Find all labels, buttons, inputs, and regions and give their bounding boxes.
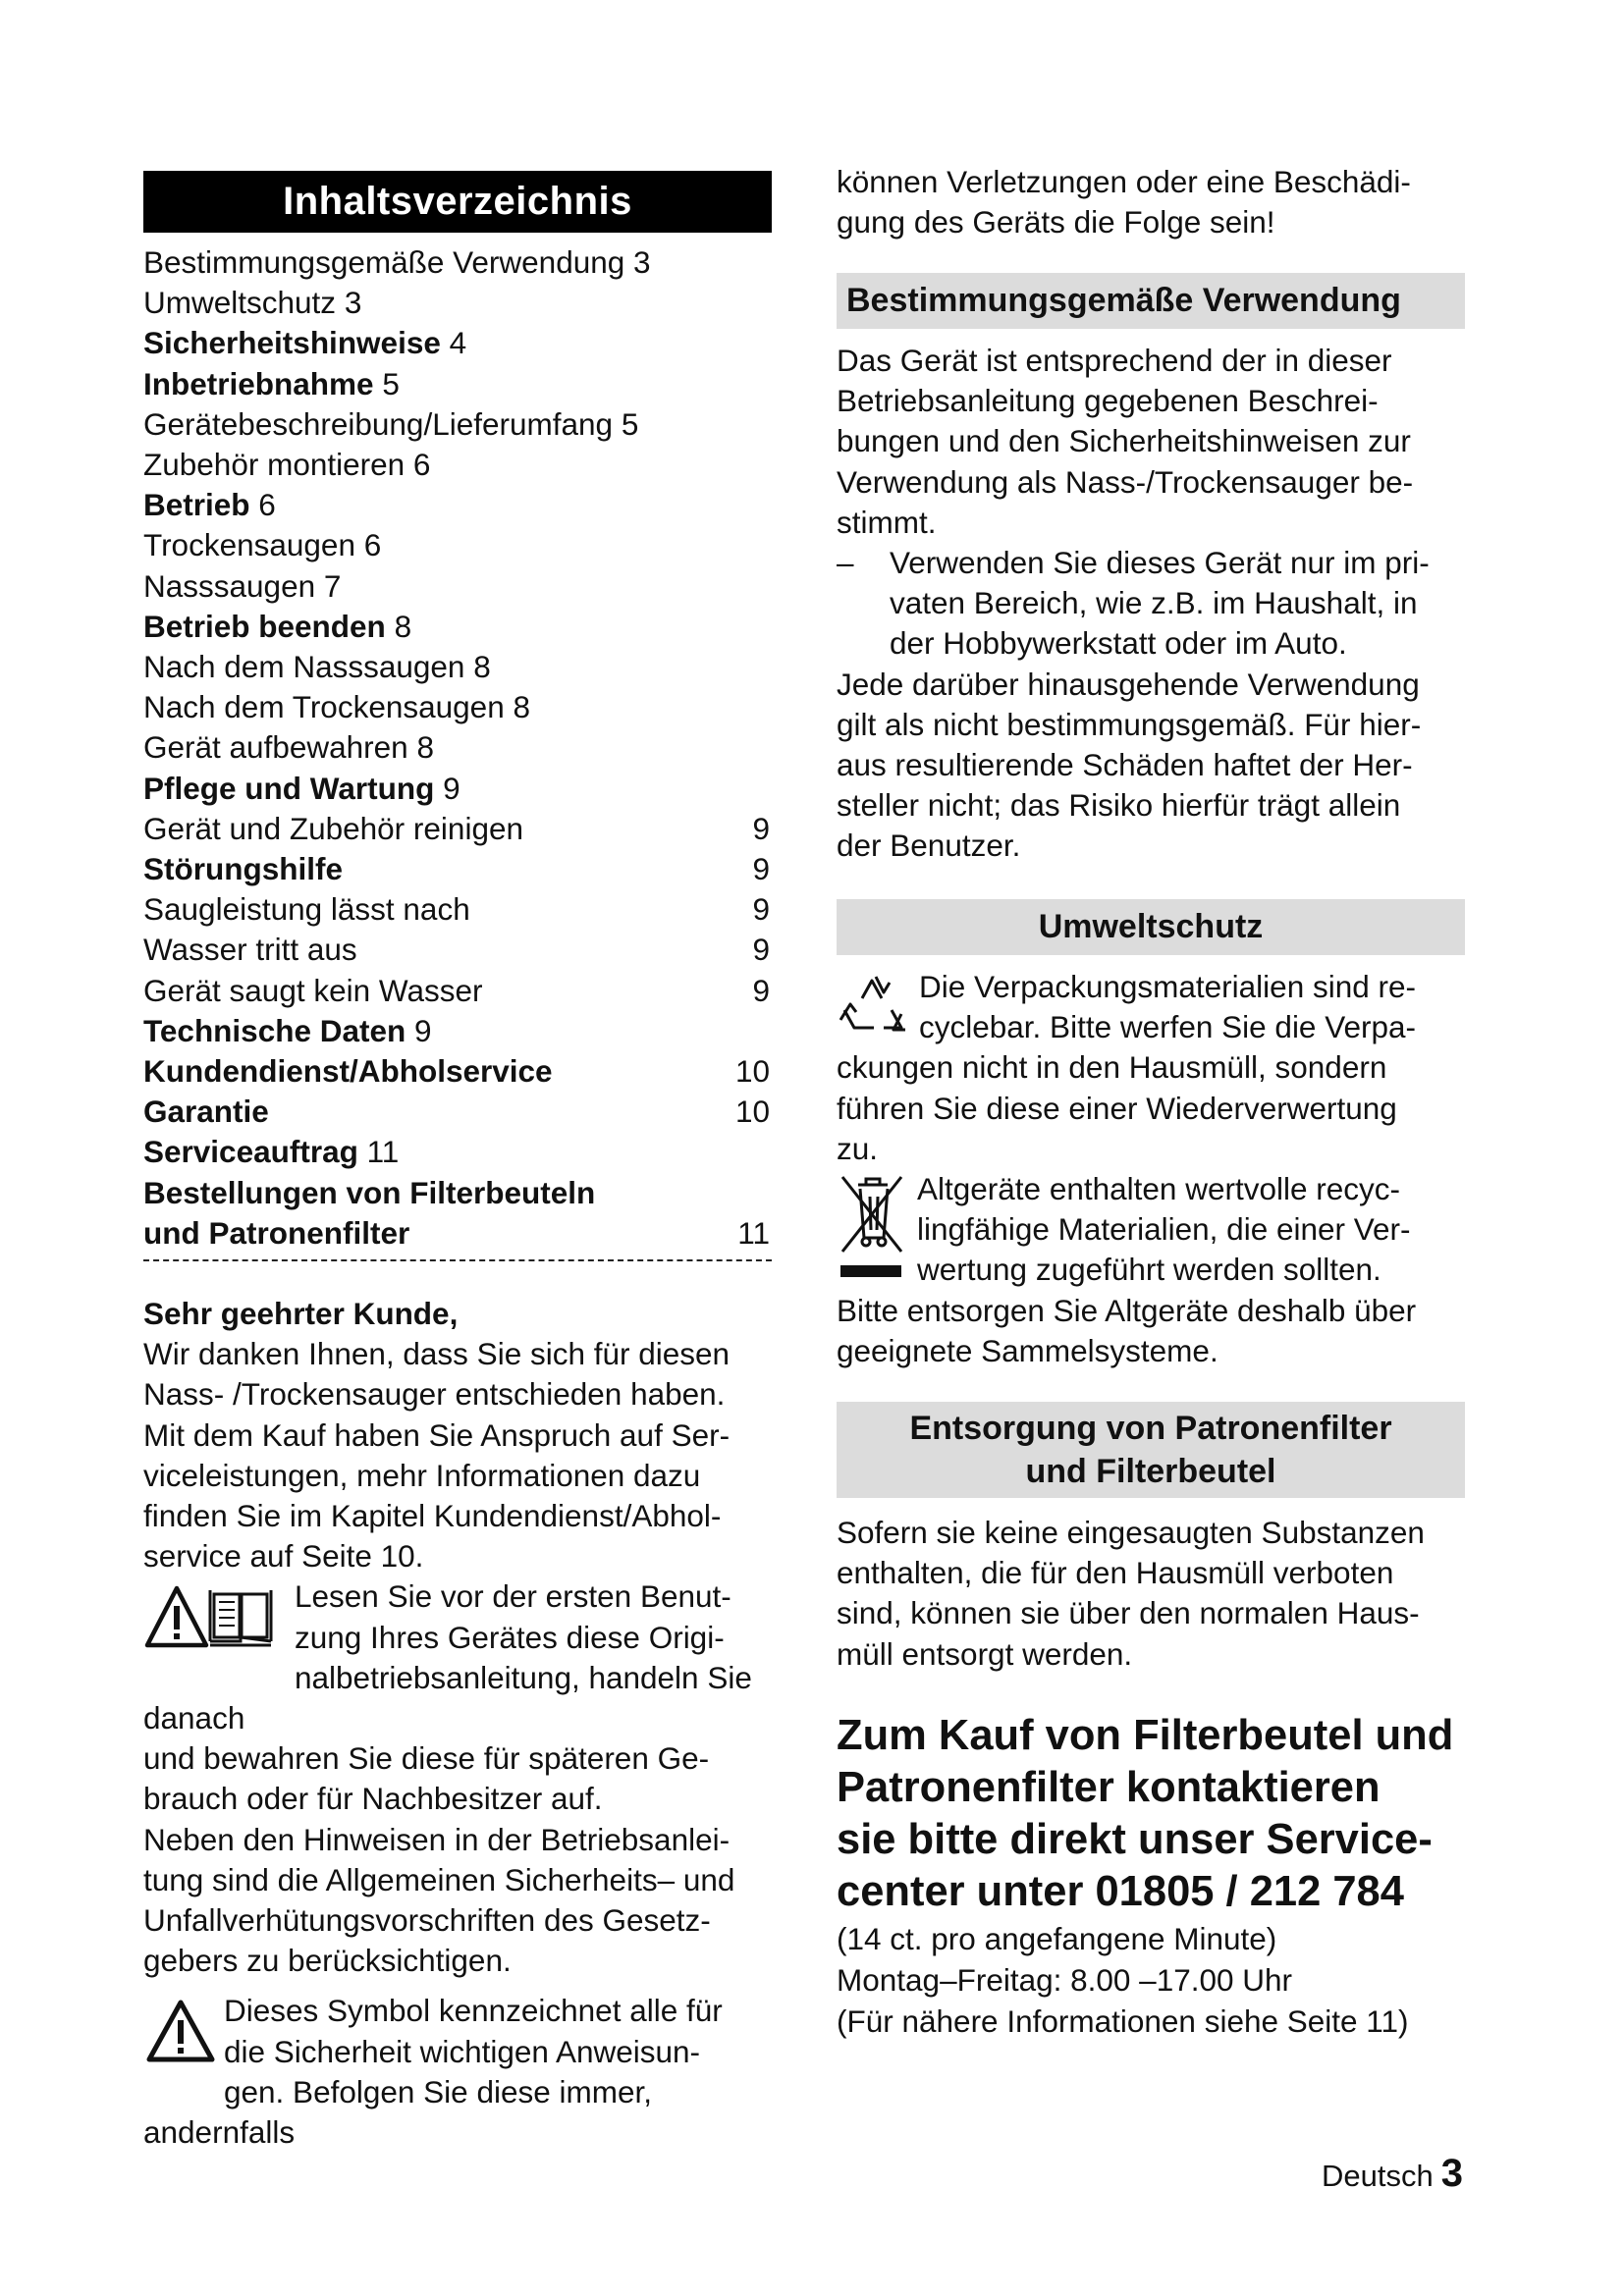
- toc-page-number: 10: [734, 1053, 770, 1090]
- toc-entry-label: [143, 445, 430, 485]
- dash-bullet: –: [837, 545, 854, 581]
- toc-page-number: 9: [752, 972, 770, 1008]
- dash-list-item: [837, 543, 1465, 665]
- continuation-text: [837, 162, 1465, 242]
- toc-page-number: 9: [752, 932, 770, 968]
- toc-page-number: 9: [752, 891, 770, 928]
- toc-entry-label: [143, 1213, 409, 1254]
- disposal-heading: [837, 1402, 1465, 1498]
- toc-label: Kundendienst/Abholservice: [143, 1053, 553, 1090]
- toc-page-number: 6: [412, 447, 431, 483]
- toc-label: Bestellungen von Filterbeuteln: [143, 1174, 596, 1210]
- toc-entry: [143, 566, 772, 607]
- toc-label: Bestimmungsgemäße Verwendung: [143, 244, 625, 280]
- toc-label: Technische Daten: [143, 1012, 406, 1048]
- toc-entry: [143, 404, 772, 445]
- toc-entry: [143, 769, 772, 809]
- toc-page-number: 10: [734, 1094, 770, 1130]
- toc-entry-label: [143, 889, 470, 930]
- heading-line: und Filterbeutel: [1025, 1453, 1276, 1490]
- toc-page-number: 8: [416, 729, 434, 766]
- toc-entry-label: [143, 1051, 553, 1092]
- toc-label: Störungshilfe: [143, 851, 343, 887]
- text-line: führen Sie diese einer Wiederverwertung: [837, 1090, 1397, 1126]
- dashed-divider: [143, 1259, 772, 1261]
- toc-title: Inhaltsverzeichnis: [143, 171, 772, 233]
- toc-page-number: 3: [344, 285, 362, 321]
- manual-note: [143, 1576, 772, 1819]
- toc-label: Garantie: [143, 1094, 269, 1130]
- text-line: gung des Geräts die Folge sein!: [837, 204, 1275, 240]
- toc-entry: [143, 1132, 772, 1172]
- text-line: Betriebsanleitung gegebenen Beschrei-: [837, 383, 1379, 419]
- text-line: Sofern sie keine eingesaugten Substanzen: [837, 1515, 1425, 1550]
- disposal-section: [837, 1513, 1465, 1675]
- toc-entry: [143, 1092, 772, 1132]
- text-line: ckungen nicht in den Hausmüll, sondern: [837, 1049, 1387, 1086]
- toc-entry-label: [143, 1132, 399, 1172]
- toc-entry-label: [143, 283, 361, 323]
- crossed-bin-icon: [837, 1171, 907, 1289]
- promo-line: Zum Kauf von Filterbeutel und: [837, 1712, 1454, 1759]
- toc-entry: [143, 889, 772, 930]
- text-line: (Für nähere Informationen siehe Seite 11): [837, 2003, 1409, 2039]
- toc-entry: [143, 242, 772, 283]
- toc-entry: [143, 445, 772, 485]
- text-line: Nass- /Trockensauger entschieden haben.: [143, 1376, 726, 1413]
- warning-icon: [143, 1995, 218, 2075]
- page-number: 3: [1440, 2152, 1463, 2195]
- toc-entry-label: [143, 607, 411, 647]
- toc-entry: [143, 1213, 772, 1254]
- intended-use-section: [837, 341, 1465, 867]
- toc-entry-label: [143, 971, 482, 1011]
- toc-page-number: 8: [513, 689, 531, 725]
- text-line: Verwenden Sie dieses Gerät nur im pri-: [890, 545, 1430, 581]
- toc-label: Zubehör montieren: [143, 447, 406, 483]
- service-contact-promo: [837, 1710, 1485, 1918]
- text-line: aus resultierende Schäden haftet der Her-: [837, 747, 1413, 783]
- promo-line: Patronenfilter kontaktieren: [837, 1764, 1380, 1811]
- toc-page-number: 9: [752, 810, 770, 846]
- table-of-contents: [143, 242, 772, 1254]
- text-line: müll entsorgt werden.: [837, 1635, 1133, 1672]
- text-line: Unfallverhütungsvorschriften des Gesetz-: [143, 1902, 711, 1939]
- toc-page-number: 11: [737, 1214, 770, 1251]
- text-line: Dieses Symbol kennzeichnet alle für: [224, 1993, 723, 2029]
- toc-label: Sicherheitshinweise: [143, 325, 441, 361]
- text-line: bungen und den Sicherheitshinweisen zur: [837, 423, 1411, 459]
- text-line: viceleistungen, mehr Informationen dazu: [143, 1457, 701, 1493]
- toc-label: Umweltschutz: [143, 285, 337, 321]
- toc-page-number: 7: [323, 567, 342, 604]
- toc-entry-label: [143, 849, 343, 889]
- toc-label: und Patronenfilter: [143, 1214, 410, 1251]
- toc-entry-label: [143, 687, 530, 727]
- text-line: gilt als nicht bestimmungsgemäß. Für hier-: [837, 706, 1422, 742]
- toc-page-number: 6: [363, 527, 382, 563]
- toc-entry: [143, 687, 772, 727]
- intended-use-heading: Bestimmungsgemäße Verwendung: [837, 273, 1465, 329]
- toc-entry: [143, 283, 772, 323]
- text-line: lingfähige Materialien, die einer Ver-: [917, 1211, 1411, 1248]
- text-line: Jede darüber hinausgehende Verwendung: [837, 666, 1420, 702]
- text-line: enthalten, die für den Hausmüll verboten: [837, 1555, 1394, 1591]
- text-line: gen. Befolgen Sie diese immer, andernfalls: [143, 2073, 653, 2151]
- page-footer: [1322, 2152, 1463, 2196]
- text-line: und bewahren Sie diese für späteren Ge-: [143, 1740, 710, 1777]
- text-line: Neben den Hinweisen in der Betriebsanlei-: [143, 1821, 731, 1857]
- text-line: der Hobbywerkstatt oder im Auto.: [890, 625, 1347, 662]
- recycle-icon: [837, 971, 909, 1045]
- text-line: stimmt.: [837, 504, 937, 540]
- text-line: Altgeräte enthalten wertvolle recyc-: [917, 1171, 1400, 1207]
- toc-entry-label: [143, 647, 491, 687]
- toc-entry-label: [143, 1092, 269, 1132]
- toc-entry-label: [143, 364, 400, 404]
- text-line: Wir danken Ihnen, dass Sie sich für diesen: [143, 1336, 731, 1372]
- text-line: tung sind die Allgemeinen Sicherheits– und: [143, 1861, 735, 1897]
- text-line: Montag–Freitag: 8.00 –17.00 Uhr: [837, 1962, 1293, 1998]
- toc-label: Gerät aufbewahren: [143, 729, 408, 766]
- text-line: Bitte entsorgen Sie Altgeräte deshalb über: [837, 1292, 1417, 1328]
- toc-page-number: 4: [449, 325, 467, 361]
- toc-entry: [143, 323, 772, 363]
- toc-entry: [143, 849, 772, 889]
- text-line: steller nicht; das Risiko hierfür trägt allein: [837, 787, 1401, 824]
- toc-label: Nach dem Nasssaugen: [143, 649, 465, 685]
- toc-entry-label: [143, 566, 341, 607]
- toc-label: Pflege und Wartung: [143, 770, 435, 806]
- warning-note: [143, 1991, 772, 2153]
- text-line: finden Sie im Kapitel Kundendienst/Abhol-: [143, 1498, 722, 1534]
- toc-entry-label: [143, 1011, 432, 1051]
- toc-label: Trockensaugen: [143, 527, 355, 563]
- toc-page-number: 8: [473, 649, 491, 685]
- toc-entry: [143, 485, 772, 525]
- text-line: Die Verpackungsmaterialien sind re-: [919, 969, 1416, 1004]
- recycle-note: [837, 967, 1465, 1169]
- toc-entry: [143, 727, 772, 768]
- toc-page-number: 9: [414, 1012, 432, 1048]
- text-line: nalbetriebsanleitung, handeln Sie danach: [143, 1659, 752, 1736]
- intro-section: [143, 1294, 772, 2153]
- toc-entry: [143, 1051, 772, 1092]
- toc-entry: [143, 525, 772, 565]
- toc-page-number: 11: [366, 1134, 400, 1170]
- toc-entry-label: [143, 727, 434, 768]
- toc-entry-label: [143, 323, 466, 363]
- toc-page-number: 8: [394, 608, 412, 644]
- footer-language: Deutsch: [1322, 2159, 1434, 2193]
- text-line: brauch oder für Nachbesitzer auf.: [143, 1781, 603, 1817]
- text-line: cyclebar. Bitte werfen Sie die Verpa-: [919, 1009, 1417, 1045]
- toc-entry-label: [143, 485, 276, 525]
- text-line: geeignete Sammelsysteme.: [837, 1332, 1218, 1368]
- text-line: sind, können sie über den normalen Haus-: [837, 1595, 1420, 1631]
- toc-page-number: 5: [621, 405, 639, 442]
- promo-line: center unter 01805 / 212 784: [837, 1868, 1404, 1915]
- text-line: zu.: [837, 1130, 879, 1166]
- service-hours: [837, 1918, 1465, 2042]
- toc-page-number: 3: [633, 244, 651, 280]
- text-line: der Benutzer.: [837, 828, 1021, 864]
- toc-entry-label: [143, 769, 460, 809]
- text-line: Lesen Sie vor der ersten Benut-: [295, 1578, 731, 1615]
- warning-manual-icon: [143, 1580, 289, 1661]
- salutation: Sehr geehrter Kunde,: [143, 1296, 459, 1331]
- toc-entry-label: [143, 809, 523, 849]
- toc-entry: [143, 607, 772, 647]
- text-line: (14 ct. pro angefangene Minute): [837, 1921, 1277, 1956]
- toc-entry: [143, 930, 772, 970]
- toc-label: Gerätebeschreibung/Lieferumfang: [143, 405, 614, 442]
- toc-page-number: 9: [443, 770, 460, 806]
- heading-line: Entsorgung von Patronenfilter: [909, 1410, 1392, 1447]
- text-line: wertung zugeführt werden sollten.: [917, 1252, 1381, 1288]
- toc-entry-label: [143, 1173, 595, 1213]
- text-line: zung Ihres Gerätes diese Origi-: [295, 1619, 725, 1655]
- toc-label: Inbetriebnahme: [143, 365, 374, 401]
- toc-page-number: 6: [258, 487, 276, 523]
- promo-line: sie bitte direkt unser Service-: [837, 1816, 1433, 1863]
- toc-entry-label: [143, 930, 357, 970]
- toc-label: Nach dem Trockensaugen: [143, 689, 505, 725]
- text-line: gebers zu berücksichtigen.: [143, 1943, 512, 1979]
- text-line: Verwendung als Nass-/Trockensauger be-: [837, 463, 1414, 500]
- toc-label: Wasser tritt aus: [143, 932, 357, 968]
- environment-heading: Umweltschutz: [837, 899, 1465, 955]
- toc-entry-label: [143, 525, 381, 565]
- toc-entry: [143, 809, 772, 849]
- text-line: vaten Bereich, wie z.B. im Haushalt, in: [890, 585, 1418, 621]
- regulations-note: [143, 1820, 772, 1982]
- text-line: service auf Seite 10.: [143, 1538, 424, 1575]
- toc-page-number: 5: [382, 365, 400, 401]
- toc-entry: [143, 971, 772, 1011]
- text-line: Das Gerät ist entsprechend der in dieser: [837, 343, 1392, 378]
- toc-label: Gerät und Zubehör reinigen: [143, 810, 523, 846]
- toc-entry: [143, 1011, 772, 1051]
- toc-label: Saugleistung lässt nach: [143, 891, 470, 928]
- toc-entry-label: [143, 404, 638, 445]
- environment-section: [837, 967, 1465, 1371]
- toc-entry: [143, 364, 772, 404]
- text-line: die Sicherheit wichtigen Anweisun-: [224, 2033, 701, 2069]
- toc-label: Betrieb beenden: [143, 608, 386, 644]
- weee-note: [837, 1169, 1465, 1371]
- toc-entry: [143, 647, 772, 687]
- text-line: können Verletzungen oder eine Beschädi-: [837, 164, 1411, 199]
- toc-label: Betrieb: [143, 487, 250, 523]
- intro-text: [143, 1334, 772, 1576]
- toc-entry: [143, 1173, 772, 1213]
- toc-label: Gerät saugt kein Wasser: [143, 972, 483, 1008]
- toc-page-number: 9: [752, 851, 770, 887]
- toc-label: Nasssaugen: [143, 567, 316, 604]
- text-line: Mit dem Kauf haben Sie Anspruch auf Ser-: [143, 1416, 731, 1453]
- toc-label: Serviceauftrag: [143, 1134, 358, 1170]
- toc-entry-label: [143, 242, 651, 283]
